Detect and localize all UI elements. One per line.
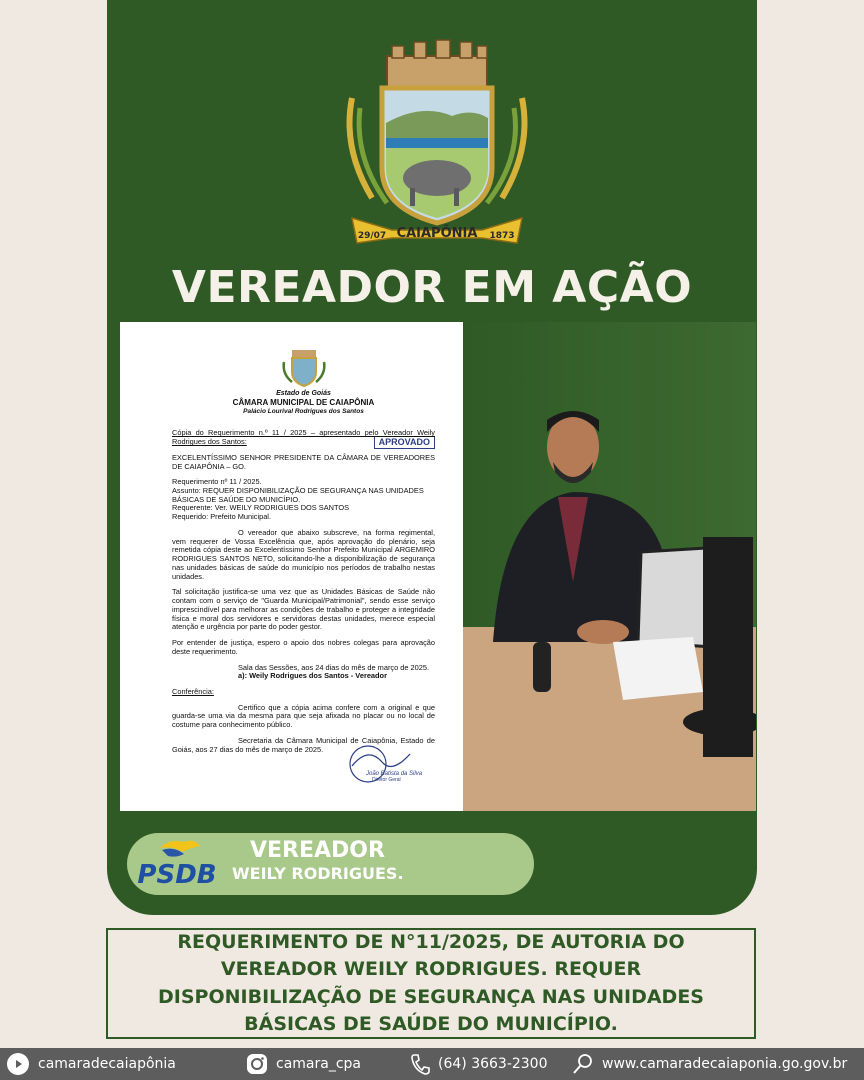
footer-youtube[interactable] xyxy=(6,1048,176,1080)
doc-chamber: CÂMARA MUNICIPAL DE CAIAPÔNIA xyxy=(232,398,375,408)
doc-para1: O vereador que abaixo subscreve, na forma regimental, vem requerer de Vossa Excelência que, após aprovação do plenário, seja remetida cópia deste ao Excelentíssimo Senhor Prefeito Municipal ARGEMIRO RODRIGUES SANTOS NETO, solicitando-lhe a disponibilização de segurança nas unidades básicas de saúde do município nos períodos de trabalho nestas unidades. xyxy=(172,527,435,581)
caption-line-3: DISPONIBILIZAÇÃO DE SEGURANÇA NAS UNIDADES xyxy=(158,985,704,1008)
councilman-photo xyxy=(463,322,756,811)
doc-palace: Palácio Lourival Rodrigues dos Santos xyxy=(243,407,364,415)
footer-website[interactable] xyxy=(572,1048,847,1080)
caption-line-2: VEREADOR WEILY RODRIGUES. REQUER xyxy=(220,958,642,980)
footer-website-label: www.camaradecaiaponia.go.gov.br xyxy=(602,1056,848,1072)
doc-para2: Tal solicitação justifica-se uma vez que as Unidades Básicas de Saúde não contam com o serviço de "Guarda Municipal/Patrimonial", sendo esse serviço imprescindível para melhorar as condições de trabalho e proteger a integridade física e moral dos servidores e servidoras destas unidades, merece especial atenção e urgência por parte do poder gestor. xyxy=(172,587,435,632)
crest-banner: CAIAPÔNIA xyxy=(396,226,478,241)
footer-bar xyxy=(0,1048,864,1080)
badge-role: VEREADOR xyxy=(250,838,385,863)
doc-state: Estado de Goiás xyxy=(276,390,331,397)
footer-instagram-label: camara_cpa xyxy=(276,1056,361,1072)
crest-right-date: 1873 xyxy=(489,231,515,241)
requerimento-document xyxy=(120,322,463,811)
caption-line-4: BÁSICAS DE SAÚDE DO MUNICÍPIO. xyxy=(244,1013,618,1035)
doc-secretary: Secretaria da Câmara Municipal de Caiapônia, Estado de Goiás, aos 27 dias do mês de março de 2025. xyxy=(172,735,435,754)
municipal-crest xyxy=(332,38,542,258)
signature-block xyxy=(348,740,422,784)
caption-line-1: REQUERIMENTO DE N°11/2025, DE AUTORIA DO xyxy=(177,930,685,953)
signature-name: João Batista da Silva xyxy=(366,770,423,777)
psdb-logo-text: PSDB xyxy=(137,860,217,890)
instagram-icon xyxy=(246,1053,268,1075)
caption-box xyxy=(106,928,756,1039)
psdb-logo xyxy=(134,838,220,890)
doc-signed: a): Weily Rodrigues dos Santos - Vereador xyxy=(238,671,387,681)
footer-youtube-label: camaradecaiapônia xyxy=(38,1056,176,1072)
search-icon xyxy=(572,1053,594,1075)
doc-requested: Requerido: Prefeito Municipal. xyxy=(172,512,272,522)
footer-instagram[interactable] xyxy=(246,1048,361,1080)
doc-copy-line: Cópia do Requerimento n.º 11 / 2025 – apresentado pelo Vereador Weily Rodrigues dos Santos: xyxy=(172,428,435,447)
headline: VEREADOR EM AÇÃO xyxy=(171,262,693,313)
doc-para3: Por entender de justiça, espero o apoio dos nobres colegas para aprovação deste requerimento. xyxy=(172,638,435,656)
document-crest-icon xyxy=(280,348,328,388)
phone-icon xyxy=(410,1053,430,1075)
doc-req-number: Requerimento nº 11 / 2025. xyxy=(172,477,262,487)
signature-title: Diretor Geral xyxy=(372,776,401,783)
crest-left-date: 29/07 xyxy=(357,231,387,241)
doc-subject: Assunto: REQUER DISPONIBILIZAÇÃO DE SEGURANÇA NAS UNIDADES BÁSICAS DE SAÚDE DO MUNICÍPIO. xyxy=(172,486,424,504)
doc-addressee: EXCELENTÍSSIMO SENHOR PRESIDENTE DA CÂMARA DE VEREADORES DE CAIAPÔNIA – GO. xyxy=(172,452,435,471)
approved-stamp: APROVADO xyxy=(374,436,435,449)
doc-requester: Requerente: Ver. WEILY RODRIGUES DOS SANTOS xyxy=(172,503,350,513)
footer-phone[interactable] xyxy=(410,1048,548,1080)
doc-conference: Conferência: xyxy=(172,686,214,696)
badge-name: WEILY RODRIGUES. xyxy=(232,864,404,883)
doc-certify: Certifico que a cópia acima confere com a original e que guarda-se uma via da mesma para que seja afixada no placar ou no local de costume para conhecimento público. xyxy=(172,702,435,730)
footer-phone-label: (64) 3663-2300 xyxy=(438,1056,548,1072)
youtube-icon xyxy=(6,1052,30,1076)
doc-session: Sala das Sessões, aos 24 dias do mês de março de 2025. xyxy=(238,662,430,672)
